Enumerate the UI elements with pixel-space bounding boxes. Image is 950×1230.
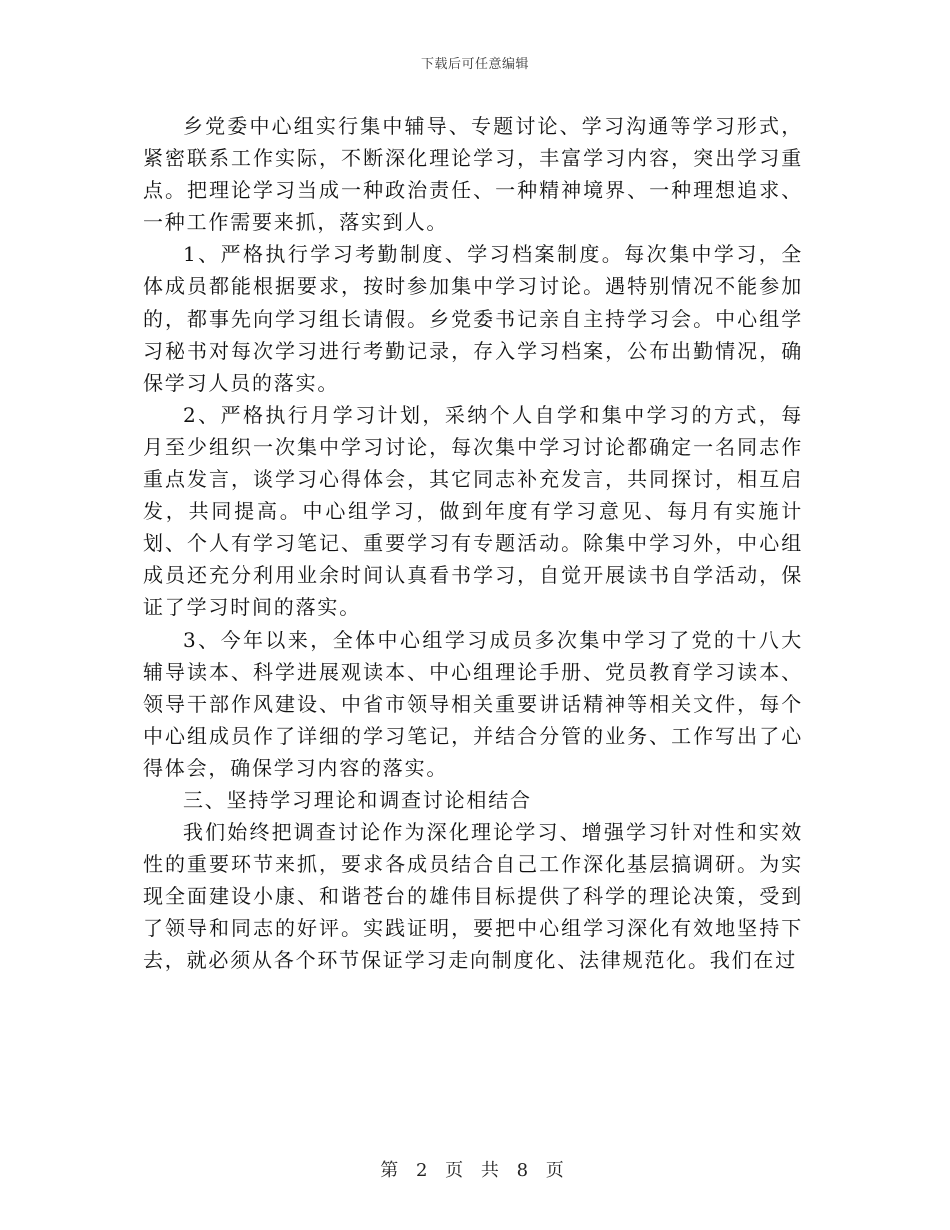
section-heading: 三、坚持学习理论和调查讨论相结合 (183, 787, 532, 812)
paragraph-item-3: 3、今年以来，全体中心组学习成员多次集中学习了党的十八大辅导读本、科学进展观读本、中心组理论手册、党员教育学习读本、领导干部作风建设、中省市领导相关重要讲话精神等相关文件，每个中心组成员作了详细的学习笔记，并结合分管的业务、工作写出了心得体会，确保学习内容的落实。 (143, 627, 803, 780)
paragraph-intro: 乡党委中心组实行集中辅导、专题讨论、学习沟通等学习形式，紧密联系工作实际，不断深化理论学习，丰富学习内容，突出学习重点。把理论学习当成一种政治责任、一种精神境界、一种理想追求、一种工作需要来抓，落实到人。 (143, 114, 803, 235)
document-body (143, 110, 803, 977)
paragraph-final: 我们始终把调查讨论作为深化理论学习、增强学习针对性和实效性的重要环节来抓，要求各成员结合自己工作深化基层搞调研。为实现全面建设小康、和谐苍台的雄伟目标提供了科学的理论决策，受到了领导和同志的好评。实践证明，要把中心组学习深化有效地坚持下去，就必须从各个环节保证学习走向制度化、法律规范化。我们在过 (143, 820, 803, 973)
paragraph-item-1: 1、严格执行学习考勤制度、学习档案制度。每次集中学习，全体成员都能根据要求，按时参加集中学习讨论。遇特别情况不能参加的，都事先向学习组长请假。乡党委书记亲自主持学习会。中心组学习秘书对每次学习进行考勤记录，存入学习档案，公布出勤情况，确保学习人员的落实。 (143, 242, 803, 395)
paragraph-item-2: 2、严格执行月学习计划，采纳个人自学和集中学习的方式，每月至少组织一次集中学习讨论，每次集中学习讨论都确定一名同志作重点发言，谈学习心得体会，其它同志补充发言，共同探讨，相互启发，共同提高。中心组学习，做到年度有学习意见、每月有实施计划、个人有学习笔记、重要学习有专题活动。除集中学习外，中心组成员还充分利用业余时间认真看书学习，自觉开展读书自学活动，保证了学习时间的落实。 (143, 402, 803, 620)
page-footer: 第 2 页 共 8 页 (380, 1160, 570, 1181)
header-note: 下载后可任意编辑 (420, 57, 529, 72)
